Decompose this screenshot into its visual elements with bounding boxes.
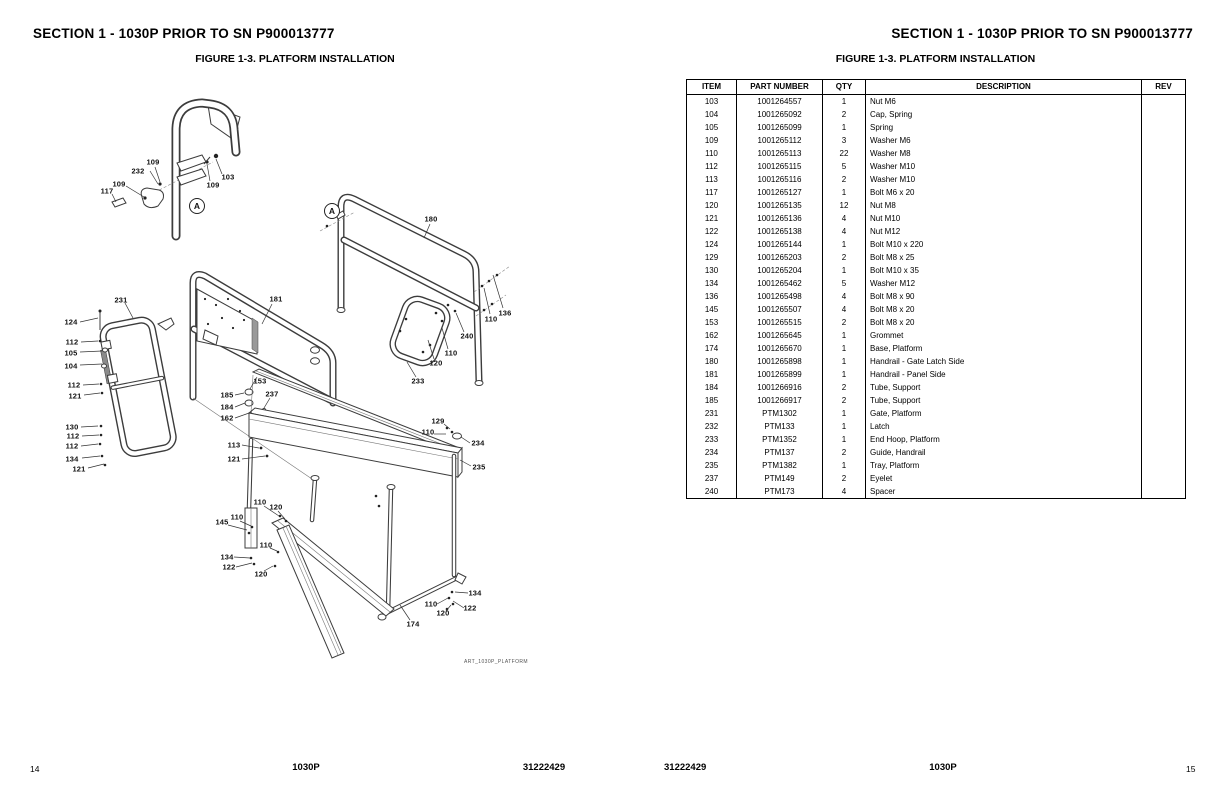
cell-rev <box>1142 238 1186 251</box>
cell-rev <box>1142 381 1186 394</box>
cell-part_number: 1001265204 <box>737 264 823 277</box>
cell-part_number: 1001265515 <box>737 316 823 329</box>
cell-part_number: 1001265116 <box>737 173 823 186</box>
cell-description: Tube, Support <box>866 394 1142 407</box>
cell-item: 120 <box>687 199 737 212</box>
cell-qty: 1 <box>823 433 866 446</box>
cell-rev <box>1142 277 1186 290</box>
cell-description: Eyelet <box>866 472 1142 485</box>
cell-item: 162 <box>687 329 737 342</box>
table-row <box>687 303 1186 316</box>
cell-description: Washer M8 <box>866 147 1142 160</box>
cell-part_number: PTM1352 <box>737 433 823 446</box>
cell-qty: 1 <box>823 186 866 199</box>
cell-description: Nut M6 <box>866 95 1142 109</box>
callout-109: 109 <box>146 157 160 167</box>
callout-112: 112 <box>67 380 81 390</box>
cell-rev <box>1142 394 1186 407</box>
cell-rev <box>1142 199 1186 212</box>
cell-part_number: 1001265135 <box>737 199 823 212</box>
right-figure-title: FIGURE 1-3. PLATFORM INSTALLATION <box>835 53 1036 65</box>
cell-qty: 1 <box>823 95 866 109</box>
cell-part_number: PTM133 <box>737 420 823 433</box>
cell-rev <box>1142 108 1186 121</box>
table-row <box>687 290 1186 303</box>
detail-marker-A: A <box>324 203 340 219</box>
parts-table <box>686 79 1186 499</box>
table-row <box>687 316 1186 329</box>
cell-part_number: 1001265099 <box>737 121 823 134</box>
cell-item: 121 <box>687 212 737 225</box>
cell-item: 174 <box>687 342 737 355</box>
cell-item: 109 <box>687 134 737 147</box>
table-row <box>687 420 1186 433</box>
cell-item: 113 <box>687 173 737 186</box>
table-row <box>687 342 1186 355</box>
cell-rev <box>1142 290 1186 303</box>
col-header-description: DESCRIPTION <box>866 80 1142 95</box>
cell-qty: 2 <box>823 173 866 186</box>
cell-rev <box>1142 342 1186 355</box>
cell-description: Spring <box>866 121 1142 134</box>
cell-item: 231 <box>687 407 737 420</box>
cell-part_number: PTM1382 <box>737 459 823 472</box>
table-row <box>687 329 1186 342</box>
callout-134: 134 <box>65 454 79 464</box>
cell-rev <box>1142 355 1186 368</box>
cell-item: 235 <box>687 459 737 472</box>
cell-rev <box>1142 420 1186 433</box>
cell-rev <box>1142 147 1186 160</box>
cell-rev <box>1142 264 1186 277</box>
callout-112: 112 <box>66 431 80 441</box>
cell-part_number: 1001266917 <box>737 394 823 407</box>
callout-134: 134 <box>468 588 482 598</box>
cell-item: 233 <box>687 433 737 446</box>
cell-rev <box>1142 446 1186 459</box>
callout-162: 162 <box>220 413 234 423</box>
cell-item: 180 <box>687 355 737 368</box>
cell-part_number: 1001264557 <box>737 95 823 109</box>
cell-rev <box>1142 459 1186 472</box>
cell-qty: 5 <box>823 160 866 173</box>
cell-qty: 2 <box>823 394 866 407</box>
cell-part_number: PTM149 <box>737 472 823 485</box>
cell-part_number: 1001265898 <box>737 355 823 368</box>
cell-rev <box>1142 225 1186 238</box>
callout-145: 145 <box>215 517 229 527</box>
right-footer-doc-number: 31222429 <box>664 762 707 773</box>
right-page-number: 15 <box>1186 764 1196 774</box>
art-caption: ART_1030P_PLATFORM <box>464 659 528 665</box>
cell-rev <box>1142 329 1186 342</box>
cell-part_number: PTM173 <box>737 485 823 499</box>
callout-181: 181 <box>269 294 283 304</box>
callout-185: 185 <box>220 390 234 400</box>
cell-description: Latch <box>866 420 1142 433</box>
cell-description: Washer M10 <box>866 160 1142 173</box>
table-row <box>687 446 1186 459</box>
cell-part_number: 1001265507 <box>737 303 823 316</box>
parts-table-body <box>687 95 1186 499</box>
table-row <box>687 394 1186 407</box>
table-row <box>687 186 1186 199</box>
cell-part_number: 1001265092 <box>737 108 823 121</box>
callout-112: 112 <box>65 441 79 451</box>
cell-description: Spacer <box>866 485 1142 499</box>
callout-130: 130 <box>65 422 79 432</box>
table-row <box>687 160 1186 173</box>
callout-105: 105 <box>64 348 78 358</box>
cell-item: 237 <box>687 472 737 485</box>
cell-item: 122 <box>687 225 737 238</box>
col-header-qty: QTY <box>823 80 866 95</box>
cell-qty: 12 <box>823 199 866 212</box>
cell-description: Cap, Spring <box>866 108 1142 121</box>
right-page <box>612 0 1224 792</box>
cell-qty: 4 <box>823 290 866 303</box>
cell-item: 234 <box>687 446 737 459</box>
cell-qty: 2 <box>823 381 866 394</box>
table-row <box>687 199 1186 212</box>
table-row <box>687 121 1186 134</box>
cell-rev <box>1142 121 1186 134</box>
cell-part_number: 1001265498 <box>737 290 823 303</box>
left-footer-doc-number: 31222429 <box>522 762 566 773</box>
callout-180: 180 <box>424 214 438 224</box>
cell-rev <box>1142 186 1186 199</box>
cell-qty: 1 <box>823 329 866 342</box>
table-row <box>687 381 1186 394</box>
callout-232: 232 <box>131 166 145 176</box>
cell-part_number: 1001266916 <box>737 381 823 394</box>
cell-part_number: 1001265203 <box>737 251 823 264</box>
col-header-part-number: PART NUMBER <box>737 80 823 95</box>
cell-description: Washer M10 <box>866 173 1142 186</box>
cell-part_number: 1001265670 <box>737 342 823 355</box>
table-row <box>687 355 1186 368</box>
table-row <box>687 173 1186 186</box>
cell-description: Bolt M8 x 25 <box>866 251 1142 264</box>
cell-part_number: 1001265127 <box>737 186 823 199</box>
cell-qty: 1 <box>823 368 866 381</box>
table-row <box>687 485 1186 499</box>
callout-235: 235 <box>472 462 486 472</box>
cell-qty: 2 <box>823 472 866 485</box>
cell-part_number: PTM137 <box>737 446 823 459</box>
cell-qty: 4 <box>823 225 866 238</box>
cell-qty: 1 <box>823 264 866 277</box>
cell-item: 104 <box>687 108 737 121</box>
cell-rev <box>1142 407 1186 420</box>
cell-rev <box>1142 212 1186 225</box>
cell-qty: 1 <box>823 407 866 420</box>
cell-part_number: 1001265462 <box>737 277 823 290</box>
callout-122: 122 <box>463 603 477 613</box>
table-row <box>687 238 1186 251</box>
cell-item: 117 <box>687 186 737 199</box>
cell-qty: 1 <box>823 355 866 368</box>
table-row <box>687 459 1186 472</box>
cell-qty: 2 <box>823 316 866 329</box>
callout-231: 231 <box>114 295 128 305</box>
table-row <box>687 433 1186 446</box>
cell-description: Washer M12 <box>866 277 1142 290</box>
left-figure-title: FIGURE 1-3. PLATFORM INSTALLATION <box>195 53 395 65</box>
callout-110: 110 <box>259 540 273 550</box>
callout-237: 237 <box>265 389 279 399</box>
cell-qty: 4 <box>823 212 866 225</box>
cell-item: 153 <box>687 316 737 329</box>
table-row <box>687 368 1186 381</box>
callout-109: 109 <box>112 179 126 189</box>
table-row <box>687 212 1186 225</box>
callout-117: 117 <box>100 186 114 196</box>
col-header-rev: REV <box>1142 80 1186 95</box>
cell-description: Bolt M10 x 35 <box>866 264 1142 277</box>
left-footer-model: 1030P <box>292 762 320 773</box>
cell-item: 136 <box>687 290 737 303</box>
cell-description: Grommet <box>866 329 1142 342</box>
right-footer-model: 1030P <box>929 762 957 773</box>
cell-qty: 3 <box>823 134 866 147</box>
cell-rev <box>1142 251 1186 264</box>
table-row <box>687 251 1186 264</box>
callout-110: 110 <box>230 512 244 522</box>
callout-136: 136 <box>498 308 512 318</box>
detail-marker-A: A <box>189 198 205 214</box>
cell-rev <box>1142 303 1186 316</box>
cell-description: Bolt M8 x 90 <box>866 290 1142 303</box>
callout-134: 134 <box>220 552 234 562</box>
cell-item: 130 <box>687 264 737 277</box>
table-header-row <box>687 80 1186 95</box>
cell-part_number: 1001265899 <box>737 368 823 381</box>
callout-110: 110 <box>424 599 438 609</box>
cell-qty: 22 <box>823 147 866 160</box>
cell-qty: 1 <box>823 121 866 134</box>
cell-rev <box>1142 368 1186 381</box>
cell-rev <box>1142 472 1186 485</box>
cell-item: 185 <box>687 394 737 407</box>
callout-174: 174 <box>406 619 420 629</box>
cell-description: Bolt M10 x 220 <box>866 238 1142 251</box>
cell-part_number: 1001265144 <box>737 238 823 251</box>
callout-120: 120 <box>436 608 450 618</box>
cell-qty: 1 <box>823 459 866 472</box>
callout-121: 121 <box>68 391 82 401</box>
cell-description: Handrail - Gate Latch Side <box>866 355 1142 368</box>
cell-description: Tube, Support <box>866 381 1142 394</box>
callout-110: 110 <box>444 348 458 358</box>
callout-129: 129 <box>431 416 445 426</box>
cell-item: 110 <box>687 147 737 160</box>
cell-rev <box>1142 485 1186 499</box>
cell-description: Bolt M6 x 20 <box>866 186 1142 199</box>
cell-description: Washer M6 <box>866 134 1142 147</box>
cell-item: 184 <box>687 381 737 394</box>
callout-121: 121 <box>72 464 86 474</box>
cell-description: End Hoop, Platform <box>866 433 1142 446</box>
callout-110: 110 <box>484 314 498 324</box>
callout-124: 124 <box>64 317 78 327</box>
table-row <box>687 472 1186 485</box>
table-row <box>687 277 1186 290</box>
callout-233: 233 <box>411 376 425 386</box>
callout-110: 110 <box>421 427 435 437</box>
cell-description: Tray, Platform <box>866 459 1142 472</box>
cell-rev <box>1142 95 1186 109</box>
callout-120: 120 <box>429 358 443 368</box>
callout-109: 109 <box>206 180 220 190</box>
table-row <box>687 407 1186 420</box>
table-row <box>687 264 1186 277</box>
callout-240: 240 <box>460 331 474 341</box>
cell-description: Handrail - Panel Side <box>866 368 1142 381</box>
callout-153: 153 <box>253 376 267 386</box>
cell-item: 129 <box>687 251 737 264</box>
cell-description: Base, Platform <box>866 342 1142 355</box>
table-row <box>687 95 1186 109</box>
cell-qty: 1 <box>823 420 866 433</box>
cell-qty: 1 <box>823 238 866 251</box>
cell-part_number: 1001265115 <box>737 160 823 173</box>
cell-qty: 4 <box>823 485 866 499</box>
cell-item: 134 <box>687 277 737 290</box>
cell-description: Gate, Platform <box>866 407 1142 420</box>
cell-part_number: 1001265113 <box>737 147 823 160</box>
cell-part_number: 1001265112 <box>737 134 823 147</box>
cell-part_number: 1001265136 <box>737 212 823 225</box>
left-section-header: SECTION 1 - 1030P PRIOR TO SN P900013777 <box>33 26 335 41</box>
table-row <box>687 147 1186 160</box>
cell-description: Guide, Handrail <box>866 446 1142 459</box>
table-row <box>687 134 1186 147</box>
callout-104: 104 <box>64 361 78 371</box>
cell-item: 181 <box>687 368 737 381</box>
callout-184: 184 <box>220 402 234 412</box>
callout-113: 113 <box>227 440 241 450</box>
cell-description: Nut M10 <box>866 212 1142 225</box>
cell-item: 124 <box>687 238 737 251</box>
cell-description: Bolt M8 x 20 <box>866 303 1142 316</box>
cell-description: Bolt M8 x 20 <box>866 316 1142 329</box>
callout-112: 112 <box>65 337 79 347</box>
callout-121: 121 <box>227 454 241 464</box>
table-row <box>687 225 1186 238</box>
cell-item: 232 <box>687 420 737 433</box>
callout-120: 120 <box>269 502 283 512</box>
table-row <box>687 108 1186 121</box>
cell-item: 105 <box>687 121 737 134</box>
cell-description: Nut M12 <box>866 225 1142 238</box>
cell-rev <box>1142 134 1186 147</box>
cell-rev <box>1142 173 1186 186</box>
cell-qty: 2 <box>823 251 866 264</box>
callout-120: 120 <box>254 569 268 579</box>
cell-rev <box>1142 433 1186 446</box>
cell-item: 145 <box>687 303 737 316</box>
callout-103: 103 <box>221 172 235 182</box>
callout-110: 110 <box>253 497 267 507</box>
cell-qty: 2 <box>823 446 866 459</box>
col-header-item: ITEM <box>687 80 737 95</box>
cell-rev <box>1142 316 1186 329</box>
cell-qty: 5 <box>823 277 866 290</box>
cell-item: 103 <box>687 95 737 109</box>
right-section-header: SECTION 1 - 1030P PRIOR TO SN P900013777 <box>891 26 1193 41</box>
cell-qty: 2 <box>823 108 866 121</box>
callout-122: 122 <box>222 562 236 572</box>
left-page-number: 14 <box>30 764 40 774</box>
cell-part_number: 1001265645 <box>737 329 823 342</box>
cell-part_number: 1001265138 <box>737 225 823 238</box>
cell-description: Nut M8 <box>866 199 1142 212</box>
cell-qty: 1 <box>823 342 866 355</box>
cell-item: 240 <box>687 485 737 499</box>
cell-part_number: PTM1302 <box>737 407 823 420</box>
callout-234: 234 <box>471 438 485 448</box>
cell-item: 112 <box>687 160 737 173</box>
cell-qty: 4 <box>823 303 866 316</box>
cell-rev <box>1142 160 1186 173</box>
